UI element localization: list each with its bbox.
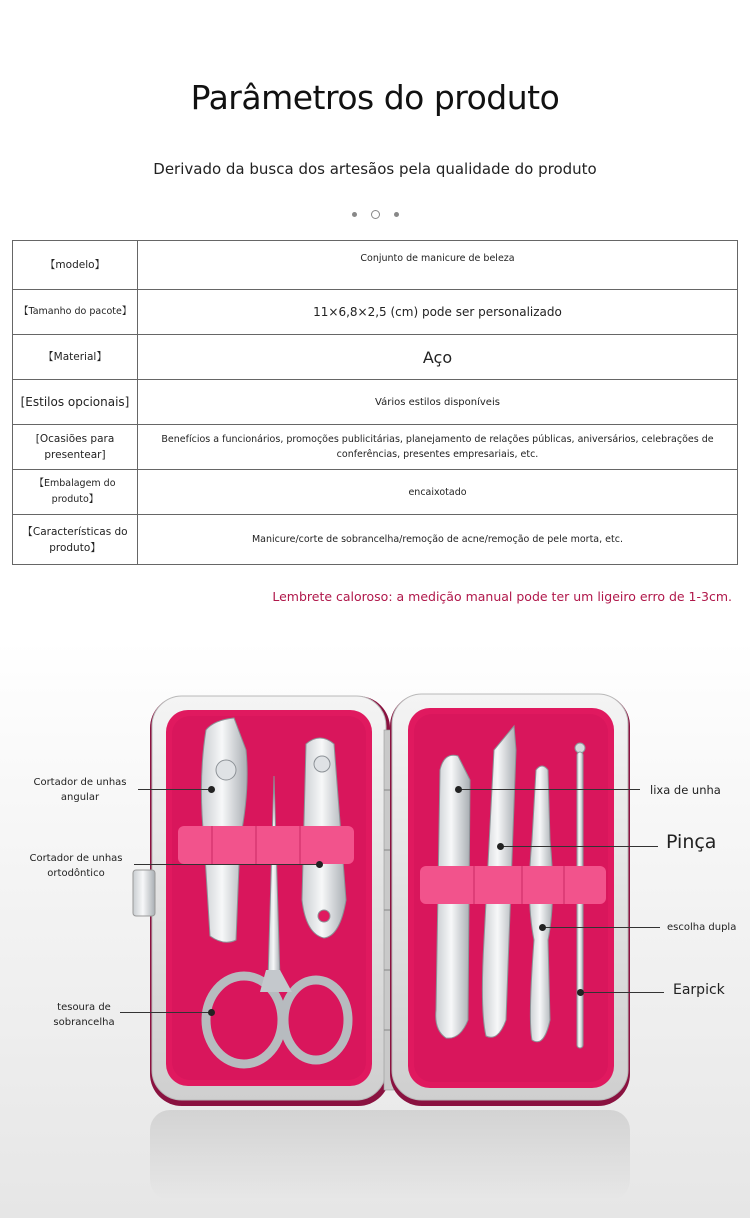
reflection-shape <box>150 1110 630 1200</box>
callout-line <box>138 789 212 790</box>
reminder-note: Lembrete caloroso: a medição manual pode ter um ligeiro erro de 1-3cm. <box>272 589 732 604</box>
callout-line <box>502 846 658 847</box>
callout-point-icon <box>455 786 462 793</box>
callout-earpick: Earpick <box>673 982 725 998</box>
callout-eyebrow-scissors: tesoura de sobrancelha <box>53 1002 115 1028</box>
spec-table <box>12 240 738 565</box>
callout-line <box>544 927 660 928</box>
callout-line <box>460 789 640 790</box>
manicure-kit-illustration <box>0 640 750 1218</box>
table-row <box>13 380 738 425</box>
spec-value: Vários estilos disponíveis <box>138 380 738 425</box>
spec-value: Benefícios a funcionários, promoções publicitárias, planejamento de relações públicas, aniversários, celebrações de conferências, presentes empresariais, etc. <box>138 425 738 470</box>
callout-point-icon <box>577 989 584 996</box>
callout-line <box>134 864 320 865</box>
strap-right <box>420 866 606 904</box>
callout-point-icon <box>208 1009 215 1016</box>
callout-line <box>582 992 664 993</box>
callout-orthodontic-clipper: Cortador de unhas ortodôntico <box>29 853 123 879</box>
spec-key: [Estilos opcionais] <box>13 380 138 425</box>
table-row <box>13 425 738 470</box>
spec-key: 【Embalagem do produto】 <box>13 470 138 515</box>
table-row <box>13 335 738 380</box>
spec-value: 11×6,8×2,5 (cm) pode ser personalizado <box>138 290 738 335</box>
spec-key: 【Material】 <box>13 335 138 380</box>
spec-key: 【modelo】 <box>13 241 138 290</box>
callout-line <box>120 1012 214 1013</box>
table-row <box>13 241 738 290</box>
spec-key: 【Tamanho do pacote】 <box>13 290 138 335</box>
callout-tweezers: Pinça <box>666 831 717 853</box>
page-subtitle: Derivado da busca dos artesãos pela qualidade do produto <box>153 160 597 178</box>
spec-value: Aço <box>138 335 738 380</box>
callout-point-icon <box>497 843 504 850</box>
dot-icon <box>394 212 399 217</box>
callout-point-icon <box>539 924 546 931</box>
callout-point-icon <box>316 861 323 868</box>
spec-value: encaixotado <box>138 470 738 515</box>
strap-left <box>178 826 354 864</box>
callout-nail-file: lixa de unha <box>650 783 721 797</box>
spec-value: Conjunto de manicure de beleza <box>138 241 738 290</box>
spec-key: [Ocasiões para presentear] <box>13 425 138 470</box>
spec-key: 【Características do produto】 <box>13 515 138 565</box>
table-row <box>13 290 738 335</box>
callout-double-pick: escolha dupla <box>667 922 737 933</box>
table-row <box>13 515 738 565</box>
spec-value: Manicure/corte de sobrancelha/remoção de acne/remoção de pele morta, etc. <box>138 515 738 565</box>
carousel-dots <box>0 210 750 219</box>
table-row <box>13 470 738 515</box>
callout-point-icon <box>208 786 215 793</box>
page-title: Parâmetros do produto <box>190 78 560 117</box>
clasp-shape <box>133 870 155 916</box>
dot-icon <box>352 212 357 217</box>
callout-angled-clipper: Cortador de unhas angular <box>33 777 127 803</box>
dot-active-icon <box>371 210 380 219</box>
